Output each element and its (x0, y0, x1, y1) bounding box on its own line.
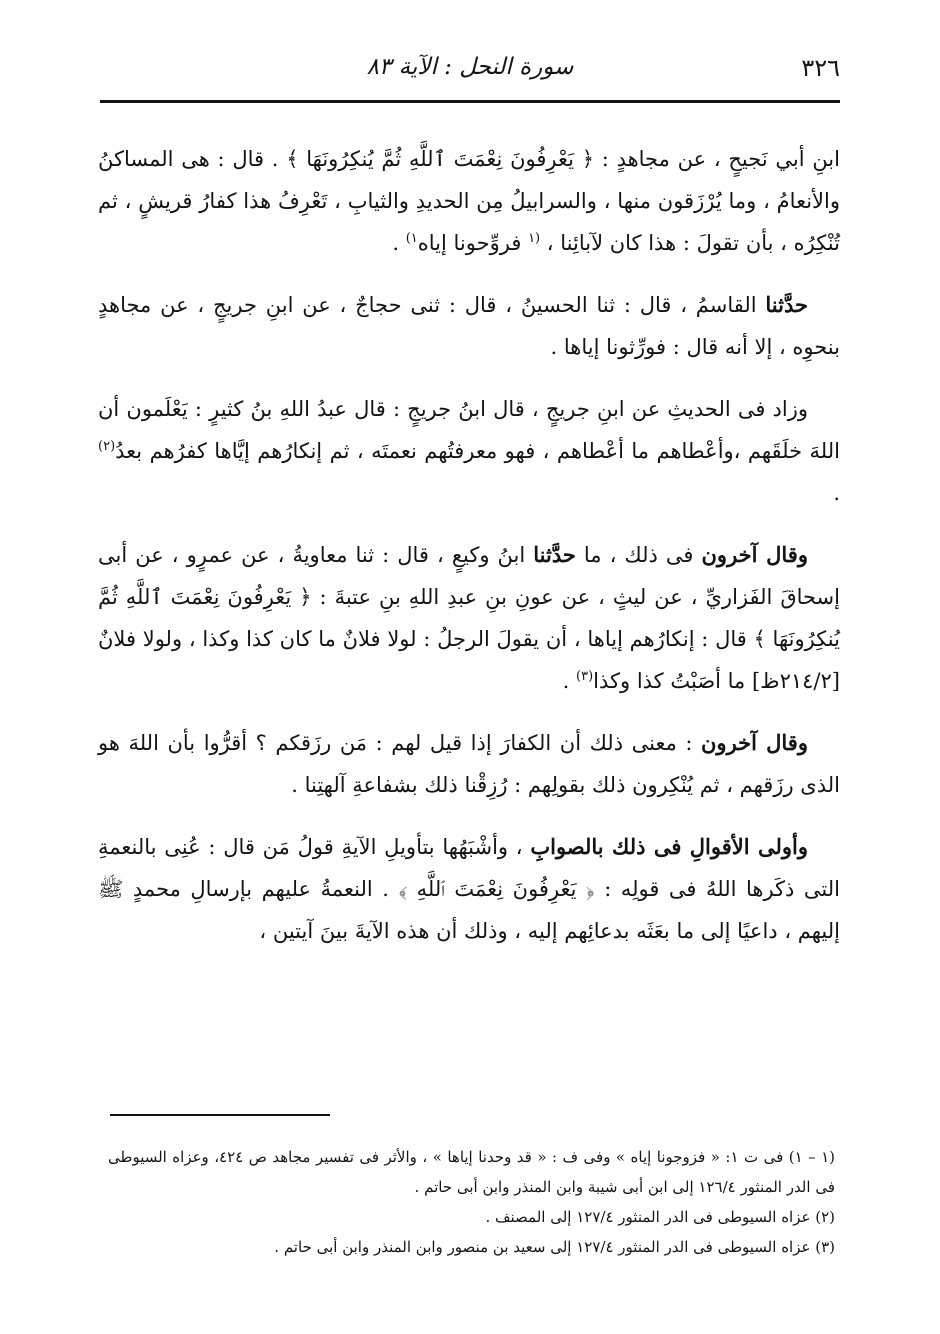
paragraph-2 (98, 284, 840, 368)
paragraph-4 (98, 534, 840, 702)
narration-lead: وقال آخرون (701, 542, 808, 567)
running-title: سورة النحل : الآية ٨٣ (366, 54, 574, 80)
text-run: . (562, 669, 577, 693)
paragraph-1 (98, 138, 840, 264)
footnote-1: (١ – ١) فى ت ١: « فزوجونا إياه » وفى ف : « قد وحدنا إياها » ، والأثر فى تفسير مجاهد ص ٤٢٤، وعزاه السيوطى فى الدر المنثور ١٢٦/٤ إلى ابن أبى شيبة وابن المنذر وابن أبى حاتم . (108, 1148, 835, 1196)
page-header (100, 50, 840, 90)
text-run: : معنى ذلك أن الكفارَ إذا قيل لهم : مَن رزَقكم ؟ أقرُّوا بأن اللهَ هو الذى رزَقهم ، ثم يُنْكِرون ذلك بقولِهم : رُزِقْنا ذلك بشفاعةِ آلهتِنا . (98, 731, 840, 797)
text-run: . (392, 231, 406, 255)
footnote-marker: ١) (405, 231, 418, 246)
text-run: ابنِ أبي نَجيحٍ ، عن مجاهدٍ : (594, 147, 840, 171)
page-number: ٣٢٦ (801, 54, 840, 82)
narration-lead: حدَّثنا (533, 542, 576, 567)
narration-lead: حدَّثنا (765, 292, 808, 317)
footnotes (108, 1142, 835, 1262)
section-lead: وأولى الأقوالِ فى ذلك بالصوابِ (530, 834, 808, 859)
text-run: القاسمُ ، قال : ثنا الحسينُ ، قال : ثنى حجاجٌ ، عن ابنِ جريجٍ ، عن مجاهدٍ بنحوِه ، إلا أنه قال : فورِّثونا إياها . (98, 293, 840, 359)
footnote-2: (٢) عزاه السيوطى فى الدر المنثور ١٢٧/٤ إلى المصنف . (485, 1208, 835, 1226)
text-run: فروِّحونا إياه (417, 231, 529, 255)
quran-quote: ﴿ يَعْرِفُونَ نِعْمَتَ ٱللَّهِ ﴾ (398, 877, 595, 901)
quran-quote: ﴿ يَعْرِفُونَ نِعْمَتَ ٱللَّهِ ثُمَّ يُنكِرُونَهَا ﴾ (286, 147, 595, 171)
text-run: فى ذلك ، ما (575, 543, 702, 567)
paragraph-5 (98, 722, 840, 806)
narration-lead: وقال آخرون (701, 730, 808, 755)
text-run: ابنُ وكيعٍ ، قال : ثنا معاويةُ ، عن عمرٍو ، عن أبى إسحاقَ الفَزاريِّ ، عن ليثٍ ، عن عونِ بنِ عبدِ اللهِ بنِ عتبةَ : (98, 543, 840, 609)
text-run: . النعمةُ عليهم بإرسالِ محمدٍ ﷺ إليهم ، داعيًا إلى ما بعَثَه بدعائِهم إليه ، وذلك أن هذه الآيةَ بينَ آيتين ، (98, 877, 840, 943)
text-run: وزاد فى الحديثِ عن ابنِ جريجٍ ، قال ابنُ جريجٍ : قال عبدُ اللهِ بنُ كثيرٍ : يَعْلَمون أن اللهَ خلَقَهم ،وأعْطاهم ما أعْطاهم ، فهو معرفتُهم نعمتَه ، ثم إنكارُهم إيَّاها كفرُهم بعدُ (98, 397, 840, 463)
text-run: قال : إنكارُهم إياها ، أن يقولَ الرجلُ : لولا فلانٌ ما كان كذا وكذا ، ولولا فلانٌ [٢١٤/٢ظ] ما أصَبْتُ كذا وكذا (98, 627, 840, 693)
text-run: . قال : هى المساكنُ والأنعامُ ، وما يُرْزَقون منها ، والسرابيلُ مِن الحديدِ والثيابِ ، تَعْرِفُ هذا كفارُ قريشٍ ، ثم تُنْكِرُه ، بأن تقولَ : هذا كان لآبائِنا ، (98, 147, 840, 255)
footnote-marker: (١ (528, 231, 541, 246)
main-text (98, 138, 840, 972)
footnote-3: (٣) عزاه السيوطى فى الدر المنثور ١٢٧/٤ إلى سعيد بن منصور وابن المنذر وابن أبى حاتم . (274, 1238, 835, 1256)
footnote-marker: (٣) (576, 669, 594, 684)
text-run: . (833, 481, 840, 505)
text-run: ، وأشْبَهُها بتأويلِ الآيةِ قولُ مَن قال : عُنِى بالنعمةِ التى ذكَرها اللهُ فى قولِه : (98, 835, 840, 901)
footnote-rule (110, 1114, 330, 1116)
paragraph-3 (98, 388, 840, 514)
header-rule (100, 100, 840, 103)
paragraph-6 (98, 826, 840, 952)
quran-quote: ﴿ يَعْرِفُونَ نِعْمَتَ ٱللَّهِ ثُمَّ يُنكِرُونَهَا ﴾ (98, 585, 840, 651)
footnote-marker: (٢) (98, 439, 116, 454)
